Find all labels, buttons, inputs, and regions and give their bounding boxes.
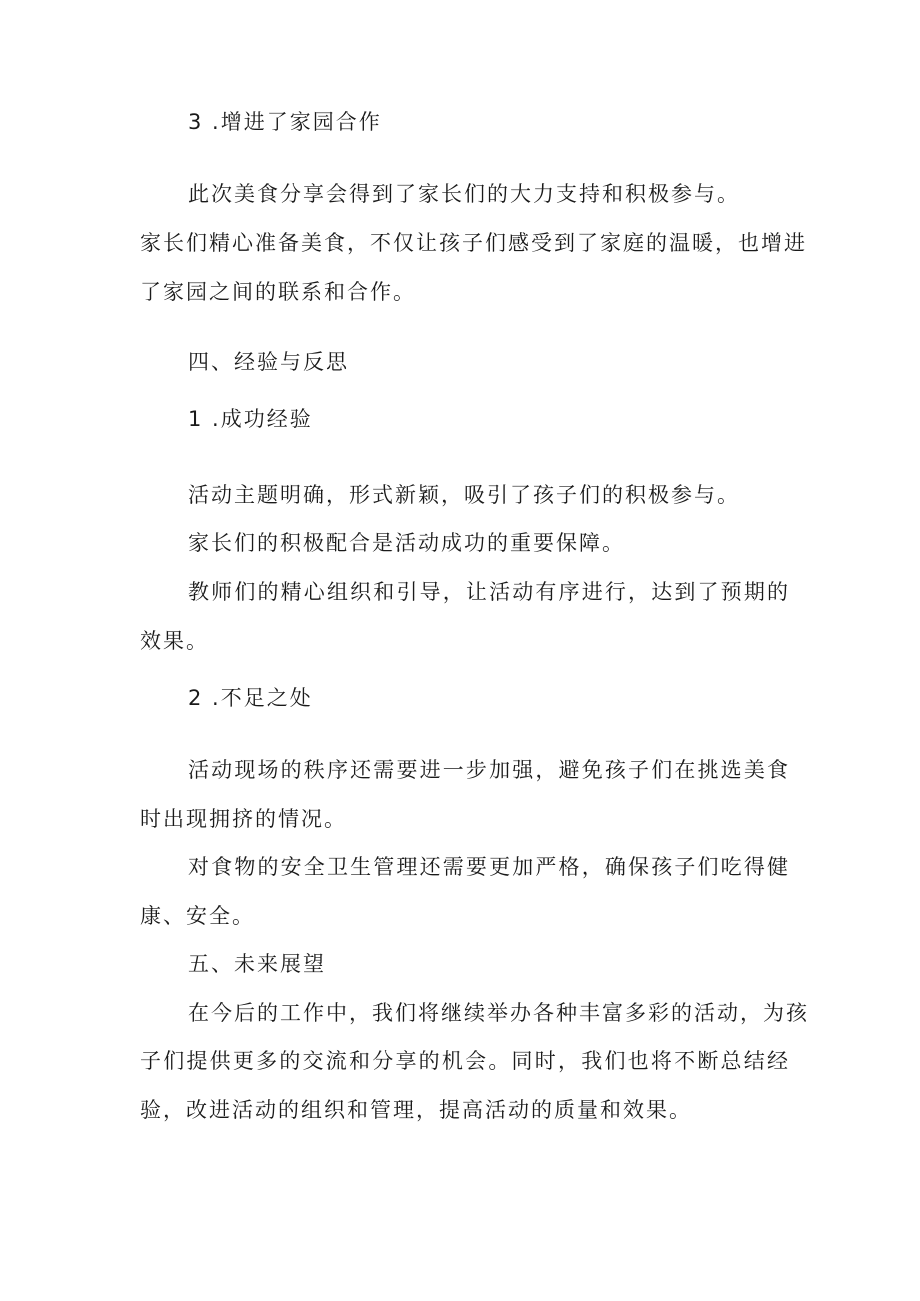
- section-heading-2: 2 .不足之处: [188, 686, 313, 710]
- paragraph-line: 活动主题明确，形式新颖，吸引了孩子们的积极参与。: [188, 483, 740, 507]
- paragraph-line: 了家园之间的联系和合作。: [140, 280, 416, 304]
- paragraph-line: 家长们的积极配合是活动成功的重要保障。: [188, 531, 625, 555]
- section-heading-3: 3 .增进了家园合作: [188, 110, 382, 134]
- paragraph-line: 在今后的工作中，我们将继续举办各种丰富多彩的活动，为孩: [188, 1001, 809, 1025]
- paragraph-line: 活动现场的秩序还需要进一步加强，避免孩子们在挑选美食: [188, 758, 790, 782]
- section-heading-1: 1 .成功经验: [188, 407, 313, 431]
- paragraph-line: 教师们的精心组织和引导，让活动有序进行，达到了预期的: [188, 580, 790, 604]
- paragraph-line: 康、安全。: [140, 904, 255, 928]
- paragraph-line: 子们提供更多的交流和分享的机会。同时，我们也将不断总结经: [140, 1049, 790, 1073]
- paragraph-line: 此次美食分享会得到了家长们的大力支持和积极参与。: [188, 182, 740, 206]
- paragraph-line: 验，改进活动的组织和管理，提高活动的质量和效果。: [140, 1098, 692, 1122]
- part-heading-4: 四、经验与反思: [188, 350, 349, 374]
- paragraph-line: 效果。: [140, 629, 209, 653]
- paragraph-line: 对食物的安全卫生管理还需要更加严格，确保孩子们吃得健: [188, 855, 790, 879]
- part-heading-5: 五、未来展望: [188, 952, 326, 976]
- paragraph-line: 家长们精心准备美食，不仅让孩子们感受到了家庭的温暖，也增进: [140, 231, 807, 255]
- paragraph-line: 时出现拥挤的情况。: [140, 807, 347, 831]
